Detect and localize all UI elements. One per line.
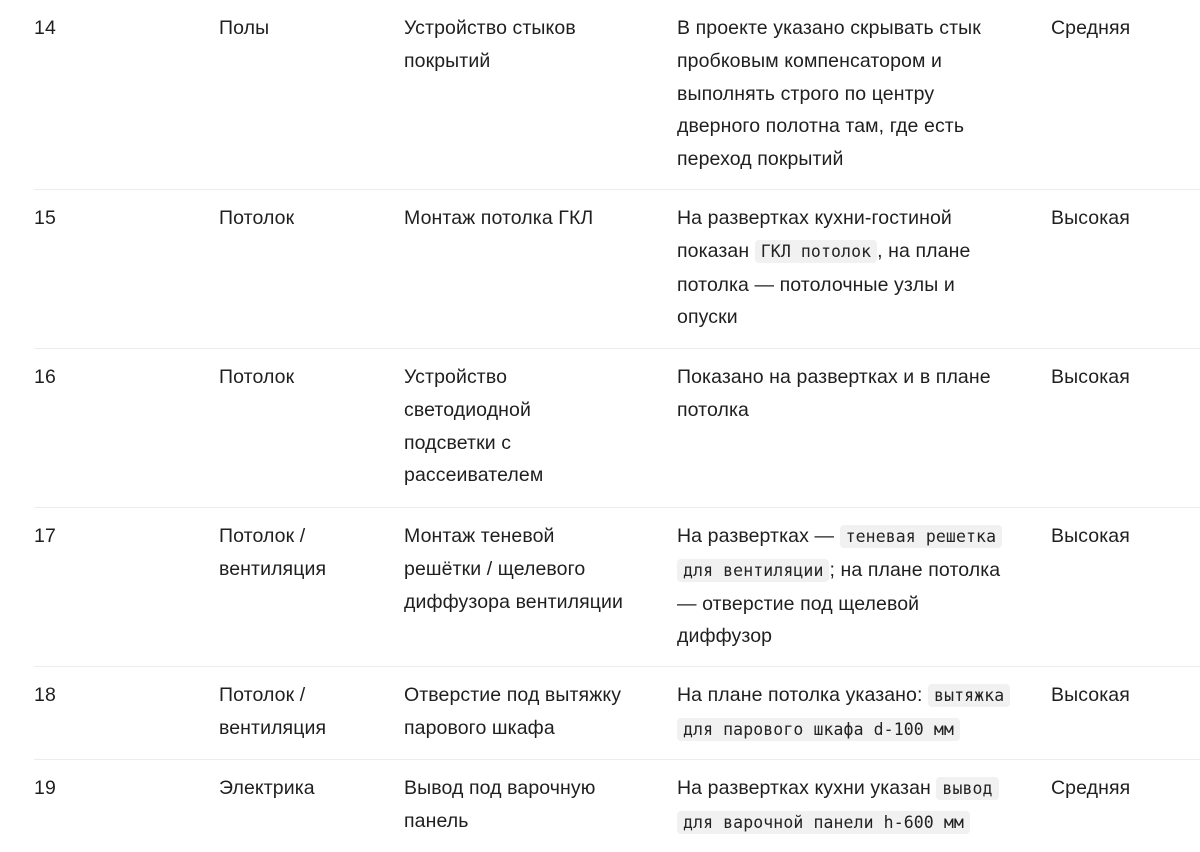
row-priority: Высокая (1051, 684, 1130, 706)
row-note (677, 361, 1007, 427)
row-note (677, 202, 997, 334)
note-text: ; на плане потолка — отверстие под щелевой диффузор (677, 558, 1001, 648)
table-row (34, 190, 1200, 349)
note-text: , на плане потолка — потолочные узлы и опуски (677, 239, 971, 329)
note-text: На развертках кухни-гостиной показан (677, 207, 952, 262)
table-row (34, 760, 1200, 852)
table-row (34, 0, 1200, 190)
inline-code: вытяжка для парового шкафа d-100 мм (677, 684, 1010, 741)
row-priority: Высокая (1051, 366, 1130, 388)
row-note (677, 520, 1012, 653)
note-text: На развертках кухни указан (677, 777, 937, 799)
row-priority: Средняя (1051, 17, 1131, 39)
inline-code: вывод для варочной панели h-600 мм (677, 777, 999, 834)
row-priority: Высокая (1051, 207, 1130, 229)
row-category: Потолок / вентиляция (219, 684, 327, 739)
row-number: 18 (34, 684, 56, 706)
row-work: Отверстие под вытяжку парового шкафа (404, 684, 622, 739)
row-category: Потолок / вентиляция (219, 525, 327, 580)
row-work: Монтаж теневой решётки / щелевого диффузора вентиляции (404, 525, 624, 613)
inline-code: теневая решетка для вентиляции (677, 525, 1002, 582)
row-category: Потолок (219, 366, 295, 388)
row-work: Вывод под варочную панель (404, 777, 596, 832)
inline-code: ГКЛ потолок (755, 240, 877, 263)
row-number: 16 (34, 366, 56, 388)
row-number: 19 (34, 777, 56, 799)
row-category: Полы (219, 17, 270, 39)
row-work: Устройство светодиодной подсветки с рассеивателем (404, 366, 544, 487)
row-note (677, 12, 1007, 176)
requirements-table (34, 0, 1200, 852)
row-note (677, 772, 1012, 840)
row-category: Потолок (219, 207, 295, 229)
row-note (677, 679, 1017, 747)
row-priority: Средняя (1051, 777, 1131, 799)
note-text: На развертках — (677, 525, 840, 547)
row-number: 17 (34, 525, 56, 547)
note-text: Показано на развертках и в плане потолка (677, 366, 991, 421)
row-category: Электрика (219, 777, 315, 799)
row-work: Монтаж потолка ГКЛ (404, 207, 594, 229)
table-row (34, 667, 1200, 760)
note-text: На плане потолка указано: (677, 684, 929, 706)
table-row (34, 508, 1200, 667)
table-row (34, 349, 1200, 508)
row-number: 15 (34, 207, 56, 229)
note-text: В проекте указано скрывать стык пробковым компенсатором и выполнять строго по центру дверного полотна там, где есть переход покрытий (677, 17, 981, 171)
row-number: 14 (34, 17, 56, 39)
row-priority: Высокая (1051, 525, 1130, 547)
row-work: Устройство стыков покрытий (404, 17, 576, 72)
